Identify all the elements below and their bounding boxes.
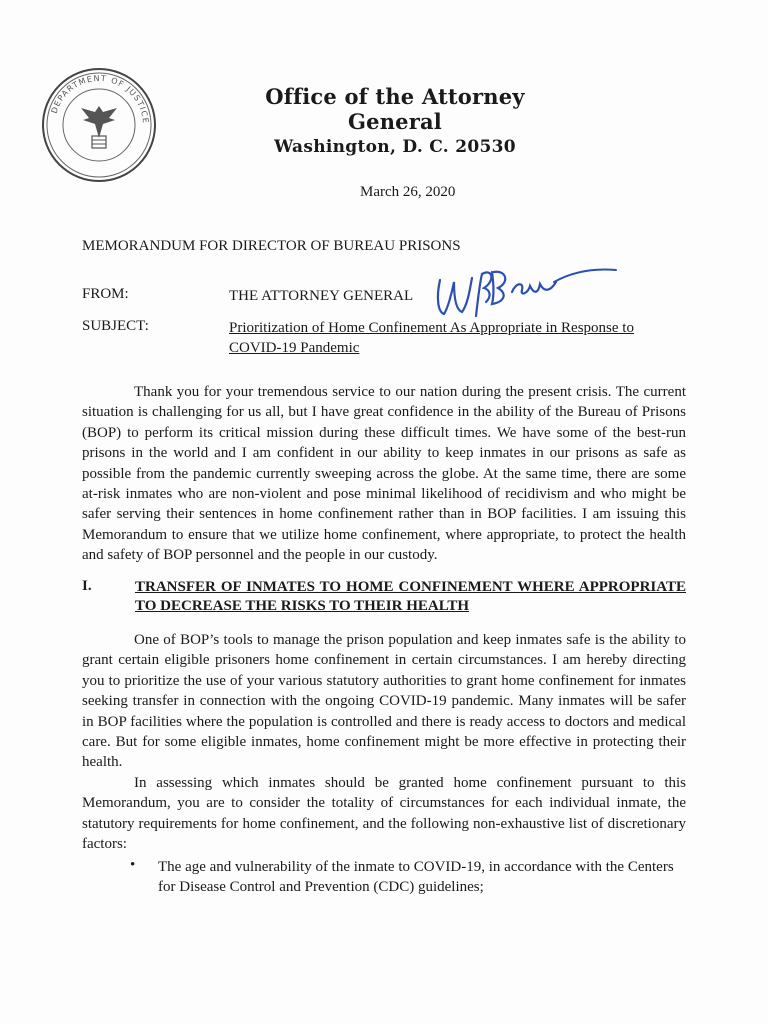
from-value: THE ATTORNEY GENERAL [229, 288, 414, 304]
subject-label: SUBJECT: [82, 318, 149, 334]
letterhead-address: Washington, D. C. 20530 [274, 137, 516, 157]
from-label: FROM: [82, 286, 129, 302]
signature-image [432, 258, 622, 320]
section-number: I. [82, 578, 92, 594]
letterhead [250, 84, 540, 157]
section-paragraph-2: In assessing which inmates should be granted home confinement pursuant to this Memorandum, you are to consider the totality of circumstances for each individual inmate, the statutory requirements for home confinement, and the following non-exhaustive list of discretionary factors: [82, 775, 686, 853]
memo-date: March 26, 2020 [360, 184, 456, 200]
intro-paragraph: Thank you for your tremendous service to our nation during the present crisis. The current situation is challenging for us all, but I have great confidence in the ability of the Bureau of Prisons (BOP) to perform its critical mission during these difficult times. We have some of the best-run prisons in the world and I am confident in our ability to keep inmates in our prisons as safe as possible from the pandemic currently sweeping across the globe. At the same time, there are some at-risk inmates who are non-violent and pose minimal likelihood of recidivism and who might be safer serving their sentences in home confinement rather than in BOP facilities. I am issuing this Memorandum to ensure that we utilize home confinement, where appropriate, to protect the health and safety of BOP personnel and the people in our custody. [82, 384, 686, 564]
svg-text:DEPARTMENT OF JUSTICE: DEPARTMENT OF JUSTICE [49, 73, 151, 125]
section-paragraph-1: One of BOP’s tools to manage the prison population and keep inmates safe is the ability to grant certain eligible prisoners home confinement in certain circumstances. I am hereby directing you to prioritize the use of your various statutory authorities to grant home confinement for inmates seeking transfer in connection with the ongoing COVID-19 pandemic. Many inmates will be safer in BOP facilities where the population is controlled and there is ready access to doctors and medical care. But for some eligible inmates, home confinement might be more effective in protecting their health. [82, 632, 686, 771]
section-title: TRANSFER OF INMATES TO HOME CONFINEMENT WHERE APPROPRIATE TO DECREASE THE RISKS TO THEIR HEALTH [135, 579, 686, 614]
list-item: The age and vulnerability of the inmate to COVID-19, in accordance with the Centers for Disease Control and Prevention (CDC) guidelines; [158, 859, 674, 896]
memo-recipient: MEMORANDUM FOR DIRECTOR OF BUREAU PRISONS [82, 238, 461, 254]
subject-value: Prioritization of Home Confinement As Appropriate in Response to COVID-19 Pandemic [229, 320, 634, 356]
doj-seal-icon [40, 66, 158, 184]
bullet-icon: • [130, 857, 136, 873]
letterhead-office: Office of the Attorney General [265, 84, 525, 134]
